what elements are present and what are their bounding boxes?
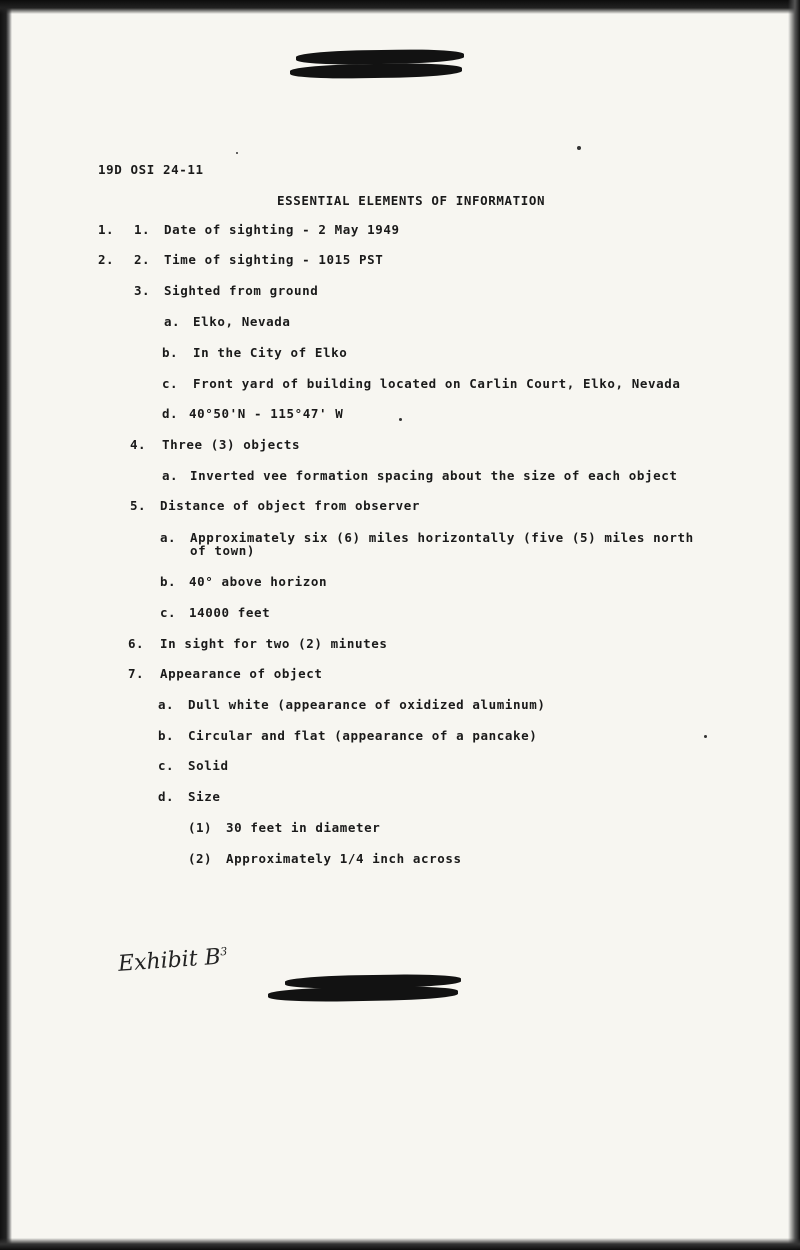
item-text: Three (3) objects [162, 437, 301, 452]
handwritten-annotation [117, 944, 228, 977]
scan-speck [236, 152, 238, 154]
item-number: 1. [134, 222, 151, 237]
sub-item-text: 40°50'N - 115°47' W [189, 406, 344, 421]
size-item-text: 30 feet in diameter [226, 820, 381, 835]
sub-item-text: Circular and flat (appearance of a pancake) [188, 728, 538, 743]
sub-item-letter: b. [162, 345, 179, 360]
item-number: 4. [130, 437, 147, 452]
sub-item-text: 40° above horizon [189, 574, 328, 589]
sub-item-text: Inverted vee formation spacing about the size of each object [190, 468, 678, 483]
item-text: Date of sighting - 2 May 1949 [164, 222, 400, 237]
scan-edge-left [0, 0, 12, 1250]
sub-item-letter: a. [158, 697, 175, 712]
item-text: Distance of object from observer [160, 498, 421, 513]
sub-item-text: Approximately six (6) miles horizontally (five (5) miles north [190, 530, 694, 545]
sub-item-letter: b. [158, 728, 175, 743]
sub-item-letter: c. [162, 376, 179, 391]
scan-edge-top [0, 0, 800, 14]
scan-speck [399, 418, 402, 421]
item-text: Sighted from ground [164, 283, 319, 298]
outer-number: 1. [98, 222, 115, 237]
annotation-superscript: 3 [219, 944, 228, 959]
size-item-text: Approximately 1/4 inch across [226, 851, 462, 866]
redaction-top-2 [290, 63, 462, 80]
redaction-bottom-2 [268, 985, 458, 1002]
sub-item-text: Solid [188, 758, 229, 773]
item-number: 6. [128, 636, 145, 651]
sub-item-text: Dull white (appearance of oxidized aluminum) [188, 697, 546, 712]
item-number: 3. [134, 283, 151, 298]
scan-speck [577, 146, 581, 150]
sub-item-text: In the City of Elko [193, 345, 348, 360]
sub-item-letter: c. [160, 605, 177, 620]
sub-item-text: Size [188, 789, 221, 804]
item-text: In sight for two (2) minutes [160, 636, 388, 651]
file-reference: 19D OSI 24-11 [98, 162, 204, 177]
scan-edge-bottom [0, 1238, 800, 1250]
item-number: 7. [128, 666, 145, 681]
sub-item-text: Front yard of building located on Carlin Court, Elko, Nevada [193, 376, 681, 391]
annotation-text: Exhibit B [117, 944, 222, 977]
item-number: 2. [134, 252, 151, 267]
size-item-number: (2) [188, 851, 213, 866]
item-text: Time of sighting - 1015 PST [164, 252, 384, 267]
sub-item-letter: b. [160, 574, 177, 589]
sub-item-letter: d. [158, 789, 175, 804]
scan-speck [704, 735, 707, 738]
sub-item-letter: a. [162, 468, 179, 483]
sub-item-letter: c. [158, 758, 175, 773]
sub-item-letter: d. [162, 406, 179, 421]
sub-item-text-continued: of town) [190, 543, 256, 558]
item-text: Appearance of object [160, 666, 323, 681]
sub-item-text: Elko, Nevada [193, 314, 291, 329]
item-number: 5. [130, 498, 147, 513]
page-title: ESSENTIAL ELEMENTS OF INFORMATION [277, 193, 546, 208]
sub-item-text: 14000 feet [189, 605, 271, 620]
scan-edge-right [788, 0, 800, 1250]
outer-number: 2. [98, 252, 115, 267]
sub-item-letter: a. [160, 530, 177, 545]
sub-item-letter: a. [164, 314, 181, 329]
size-item-number: (1) [188, 820, 213, 835]
